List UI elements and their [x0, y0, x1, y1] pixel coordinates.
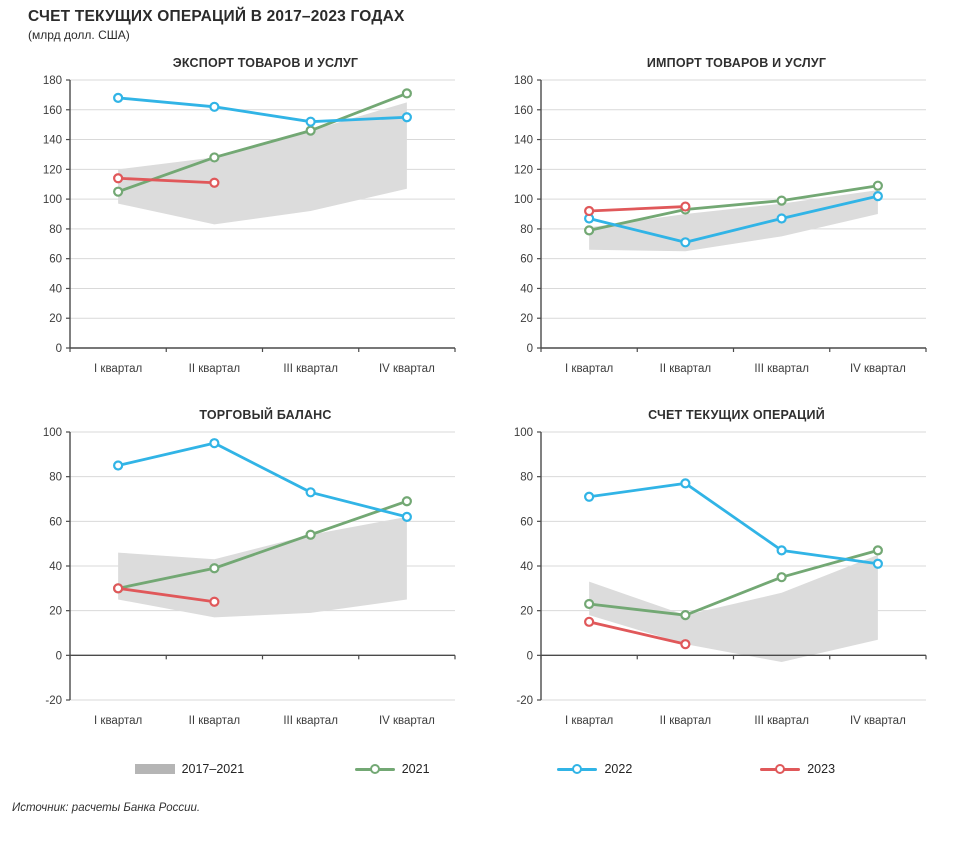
- svg-text:0: 0: [55, 343, 62, 355]
- svg-text:0: 0: [526, 343, 533, 355]
- svg-text:80: 80: [520, 471, 533, 484]
- chart-import: [499, 52, 944, 390]
- svg-text:-20: -20: [45, 695, 62, 707]
- svg-text:180: 180: [42, 75, 62, 87]
- svg-text:20: 20: [49, 605, 62, 618]
- chart-import-canvas: [499, 72, 944, 390]
- chart-trade-balance-title: ТОРГОВЫЙ БАЛАНС: [199, 408, 332, 422]
- svg-text:IV квартал: IV квартал: [849, 715, 906, 727]
- source-note: Источник: расчеты Банка России.: [12, 802, 201, 814]
- charts-grid: [28, 52, 939, 742]
- chart-trade-balance-canvas: [28, 424, 473, 742]
- svg-text:20: 20: [49, 313, 62, 326]
- svg-text:140: 140: [42, 134, 62, 147]
- svg-text:I квартал: I квартал: [565, 715, 614, 727]
- svg-text:IV квартал: IV квартал: [849, 363, 906, 375]
- svg-text:40: 40: [49, 561, 62, 573]
- chart-current-account-title: СЧЕТ ТЕКУЩИХ ОПЕРАЦИЙ: [648, 408, 825, 422]
- svg-text:60: 60: [49, 516, 62, 529]
- chart-current-account: [499, 404, 944, 742]
- chart-export-title: ЭКСПОРТ ТОВАРОВ И УСЛУГ: [172, 56, 359, 70]
- line-marker-icon: [557, 768, 597, 771]
- chart-export: [28, 52, 473, 390]
- svg-text:180: 180: [513, 75, 533, 87]
- chart-export-canvas: [28, 72, 473, 390]
- svg-text:-20: -20: [516, 695, 533, 707]
- band-swatch-icon: [135, 764, 175, 774]
- line-marker-icon: [355, 768, 395, 771]
- svg-text:0: 0: [55, 650, 62, 663]
- svg-text:80: 80: [520, 223, 533, 236]
- legend-label: 2023: [807, 762, 836, 776]
- legend-label: 2017–2021: [181, 762, 245, 776]
- svg-text:II квартал: II квартал: [188, 363, 241, 375]
- line-marker-icon: [760, 768, 800, 771]
- chart-trade-balance: [28, 404, 473, 742]
- svg-text:40: 40: [520, 283, 533, 296]
- svg-text:40: 40: [520, 561, 533, 573]
- page-title: СЧЕТ ТЕКУЩИХ ОПЕРАЦИЙ В 2017–2023 ГОДАХ: [28, 8, 405, 25]
- svg-text:0: 0: [526, 650, 533, 663]
- svg-text:20: 20: [520, 313, 533, 326]
- svg-text:IV квартал: IV квартал: [378, 715, 435, 727]
- svg-text:III квартал: III квартал: [754, 363, 809, 375]
- svg-text:I квартал: I квартал: [94, 715, 143, 727]
- legend-item-2022: [494, 762, 697, 776]
- svg-text:120: 120: [42, 164, 62, 177]
- svg-text:60: 60: [520, 253, 533, 266]
- legend-item-2021: [291, 762, 494, 776]
- svg-text:II квартал: II квартал: [659, 363, 712, 375]
- svg-text:160: 160: [42, 104, 62, 117]
- legend-label: 2022: [604, 762, 633, 776]
- svg-text:100: 100: [513, 194, 533, 207]
- page-subtitle: (млрд долл. США): [28, 28, 130, 42]
- svg-text:III квартал: III квартал: [283, 363, 338, 375]
- legend-item-2017-2021: [88, 762, 291, 776]
- legend: [28, 762, 939, 776]
- svg-text:160: 160: [513, 104, 533, 117]
- svg-text:100: 100: [42, 194, 62, 207]
- svg-text:60: 60: [520, 516, 533, 529]
- chart-current-account-canvas: [499, 424, 944, 742]
- svg-text:80: 80: [49, 223, 62, 236]
- svg-text:IV квартал: IV квартал: [378, 363, 435, 375]
- legend-label: 2021: [401, 762, 430, 776]
- svg-text:100: 100: [42, 427, 62, 439]
- svg-text:80: 80: [49, 471, 62, 484]
- svg-text:I квартал: I квартал: [94, 363, 143, 375]
- legend-item-2023: [696, 762, 899, 776]
- svg-text:40: 40: [49, 283, 62, 296]
- svg-text:20: 20: [520, 605, 533, 618]
- svg-text:60: 60: [49, 253, 62, 266]
- svg-text:I квартал: I квартал: [565, 363, 614, 375]
- svg-text:II квартал: II квартал: [659, 715, 712, 727]
- svg-text:140: 140: [513, 134, 533, 147]
- svg-text:100: 100: [513, 427, 533, 439]
- svg-text:II квартал: II квартал: [188, 715, 241, 727]
- svg-text:III квартал: III квартал: [754, 715, 809, 727]
- svg-text:III квартал: III квартал: [283, 715, 338, 727]
- chart-import-title: ИМПОРТ ТОВАРОВ И УСЛУГ: [646, 56, 827, 70]
- svg-text:120: 120: [513, 164, 533, 177]
